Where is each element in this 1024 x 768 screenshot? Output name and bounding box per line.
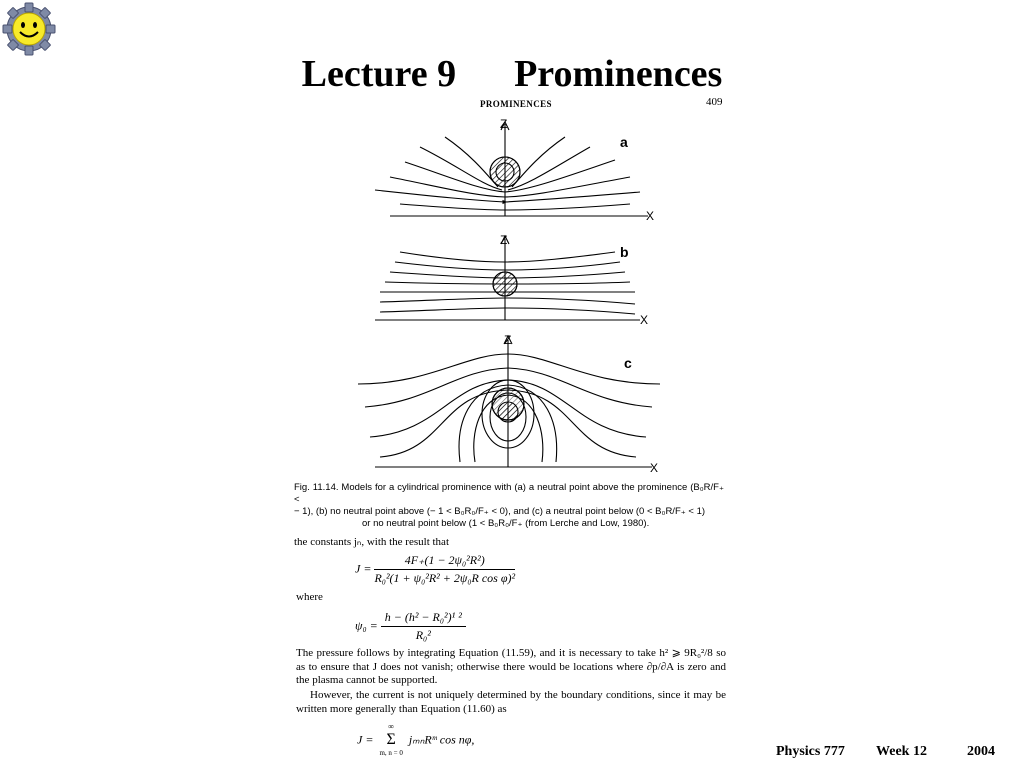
panel-a-label: a (620, 134, 628, 150)
text-where: where (296, 591, 323, 603)
figure-caption (294, 482, 724, 530)
panel-c-x-axis-label: X (650, 461, 659, 475)
title-part-lecture: Lecture 9 (301, 53, 457, 95)
caption-line-3: or no neutral point below (1 < B₀R₀/F₊ (from Lerche and Low, 1980). (362, 518, 650, 529)
eq3-lhs: J = (357, 732, 374, 747)
panel-b-x-axis-label: X (640, 313, 649, 327)
panel-b (375, 236, 640, 320)
eq2-denominator: R₀² (415, 628, 431, 642)
panel-c-z-axis-label: Z (504, 333, 512, 347)
text-constants: the constants jₙ, with the result that (294, 536, 449, 548)
eq3-rhs: jₘₙRᵐ cos nφ, (408, 732, 475, 747)
scan-running-head: PROMINENCES (480, 99, 552, 109)
footer-week: Week 12 (876, 744, 927, 759)
panel-b-z-axis-label: Z (500, 233, 508, 247)
slide-title (0, 52, 1024, 96)
panel-a (375, 122, 648, 216)
paragraph-current: However, the current is not uniquely determined by the boundary conditions, since it may be written more generally than Equation (11.60) as (296, 689, 726, 715)
equation-psi0 (355, 610, 466, 643)
equation-general-current (357, 722, 474, 758)
paragraph-pressure: The pressure follows by integrating Equation (11.59), and it is necessary to take h² ⩾ 9R₀²/8 so as to ensure that J does not vanish; otherwise there would be locations where ∂p/∂A is zero and the plasma cannot be supported. (296, 647, 726, 687)
eq1-lhs: J = (355, 561, 372, 576)
eq1-numerator: 4F₊(1 − 2ψ₀²R²) (374, 553, 515, 570)
panel-a-z-axis-label: Z (500, 117, 508, 131)
footer-year: 2004 (967, 744, 995, 759)
eq2-numerator: h − (h² − R₀²)¹ ² (381, 610, 466, 627)
panel-a-x-axis-label: X (646, 209, 655, 223)
eq3-sum-symbol: Σ (386, 731, 396, 748)
caption-line-1: Fig. 11.14. Models for a cylindrical prominence with (a) a neutral point above the prominence (B₀R/F₊ < (294, 482, 724, 505)
footer-course: Physics 777 (776, 744, 845, 759)
eq3-sum-upper: ∞ (388, 722, 394, 731)
eq2-lhs: ψ₀ = (355, 618, 378, 633)
eq1-denominator: R₀²(1 + ψ₀²R² + 2ψ₀R cos φ)² (374, 571, 516, 585)
title-part-topic: Prominences (514, 53, 723, 95)
eq3-sum-lower: m, n = 0 (379, 749, 403, 757)
caption-line-2: − 1), (b) no neutral point above (− 1 < B₀R₀/F₊ < 0), and (c) a neutral point below (0 < B₀R/F₊ < 1) (294, 506, 706, 517)
panel-b-label: b (620, 244, 629, 260)
panel-c (358, 336, 660, 467)
equation-current-density (355, 553, 515, 586)
scan-page-number: 409 (706, 96, 723, 108)
smiley-gear-icon (2, 2, 56, 56)
panel-c-label: c (624, 355, 632, 371)
